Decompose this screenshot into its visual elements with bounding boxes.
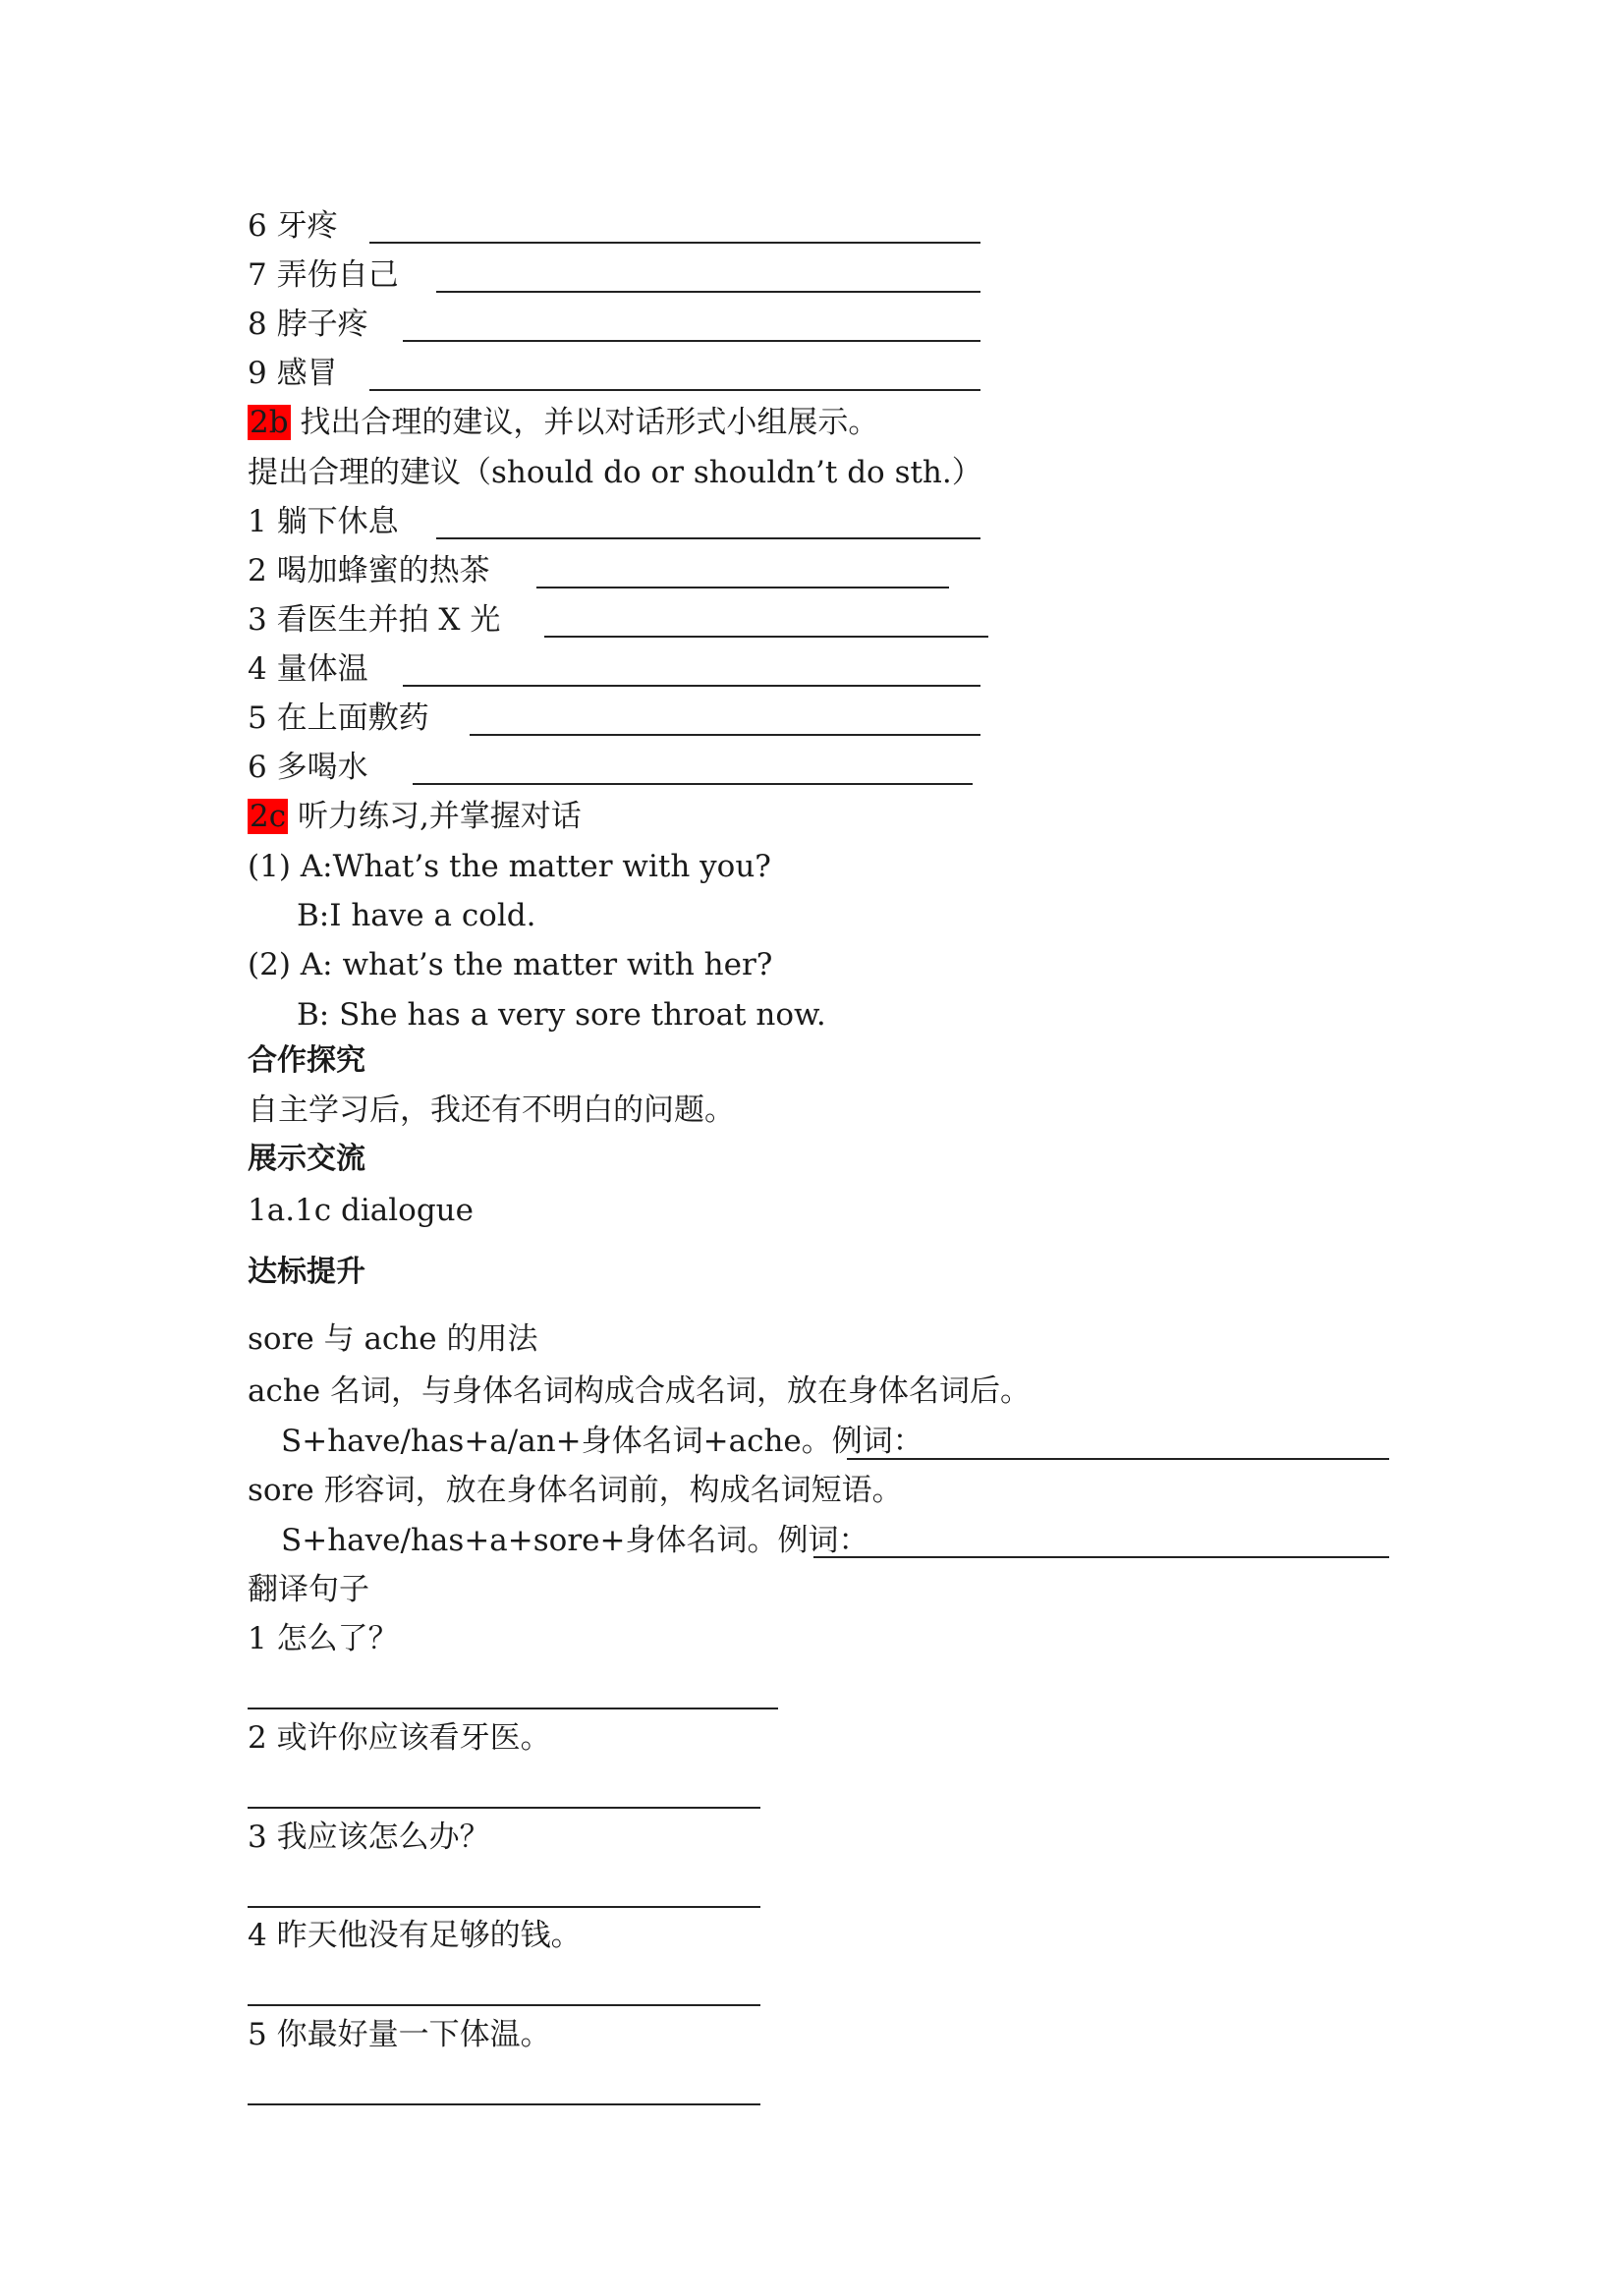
translation-blank[interactable] [248,2004,760,2006]
vocab-item-8: 8 脖子疼 [248,307,368,342]
answer-blank[interactable] [470,734,980,736]
ache-description: ache 名词，与身体名词构成合成名词，放在身体名词后。 [248,1373,1032,1409]
advice-item-1: 1 躺下休息 [248,504,399,539]
advice-item-2: 2 喝加蜂蜜的热茶 [248,553,490,588]
sore-pattern: S+have/has+a+sore+身体名词。例词： [281,1523,869,1558]
answer-blank[interactable] [403,685,980,687]
cooperation-text: 自主学习后，我还有不明白的问题。 [248,1092,735,1128]
section-tag-2b: 2b [250,405,289,440]
answer-blank[interactable] [403,340,980,342]
improve-heading: 达标提升 [248,1255,365,1289]
translate-heading: 翻译句子 [248,1572,369,1607]
answer-blank[interactable] [436,291,980,293]
ache-pattern: S+have/has+a/an+身体名词+ache。例词： [281,1424,923,1459]
translation-blank[interactable] [248,1708,778,1709]
dialogue-1-a: (1) A:What’s the matter with you? [248,849,771,884]
dialogue-2-a: (2) A: what’s the matter with her? [248,947,773,982]
translate-item-4: 4 昨天他没有足够的钱。 [248,1918,582,1953]
answer-blank[interactable] [369,242,980,244]
vocab-item-9: 9 感冒 [248,356,338,391]
dialogue-1-b: B:I have a cold. [297,898,536,933]
vocab-item-6: 6 牙疼 [248,208,338,244]
answer-blank[interactable] [544,636,988,638]
section-2c-title: 听力练习,并掌握对话 [288,799,582,834]
section-2b-subtitle: 提出合理的建议（should do or shouldn’t do sth.） [248,455,982,490]
translate-item-5: 5 你最好量一下体温。 [248,2017,551,2052]
section-tag-2c: 2c [250,799,287,834]
answer-blank[interactable] [369,389,980,391]
presentation-heading: 展示交流 [248,1142,365,1176]
answer-blank[interactable] [413,783,973,785]
example-blank[interactable] [813,1556,1389,1558]
presentation-text: 1a.1c dialogue [248,1193,474,1228]
example-blank[interactable] [847,1458,1389,1460]
advice-item-4: 4 量体温 [248,651,368,687]
translate-item-1: 1 怎么了？ [248,1621,399,1656]
dialogue-2-b: B: She has a very sore throat now. [297,997,826,1033]
section-2b-title: 找出合理的建议，并以对话形式小组展示。 [290,405,879,440]
translation-blank[interactable] [248,1807,760,1809]
advice-item-6: 6 多喝水 [248,750,368,785]
advice-item-3: 3 看医生并拍 X 光 [248,602,501,638]
section-2b-heading [248,403,878,442]
section-2c-heading [248,797,582,836]
translation-blank[interactable] [248,1906,760,1908]
cooperation-heading: 合作探究 [248,1043,365,1078]
sore-description: sore 形容词，放在身体名词前，构成名词短语。 [248,1473,903,1508]
answer-blank[interactable] [536,587,949,588]
usage-title: sore 与 ache 的用法 [248,1321,538,1357]
translation-blank[interactable] [248,2103,760,2105]
answer-blank[interactable] [436,537,980,539]
translate-item-3: 3 我应该怎么办？ [248,1820,490,1855]
advice-item-5: 5 在上面敷药 [248,700,429,736]
translate-item-2: 2 或许你应该看牙医。 [248,1720,551,1756]
vocab-item-7: 7 弄伤自己 [248,257,399,293]
